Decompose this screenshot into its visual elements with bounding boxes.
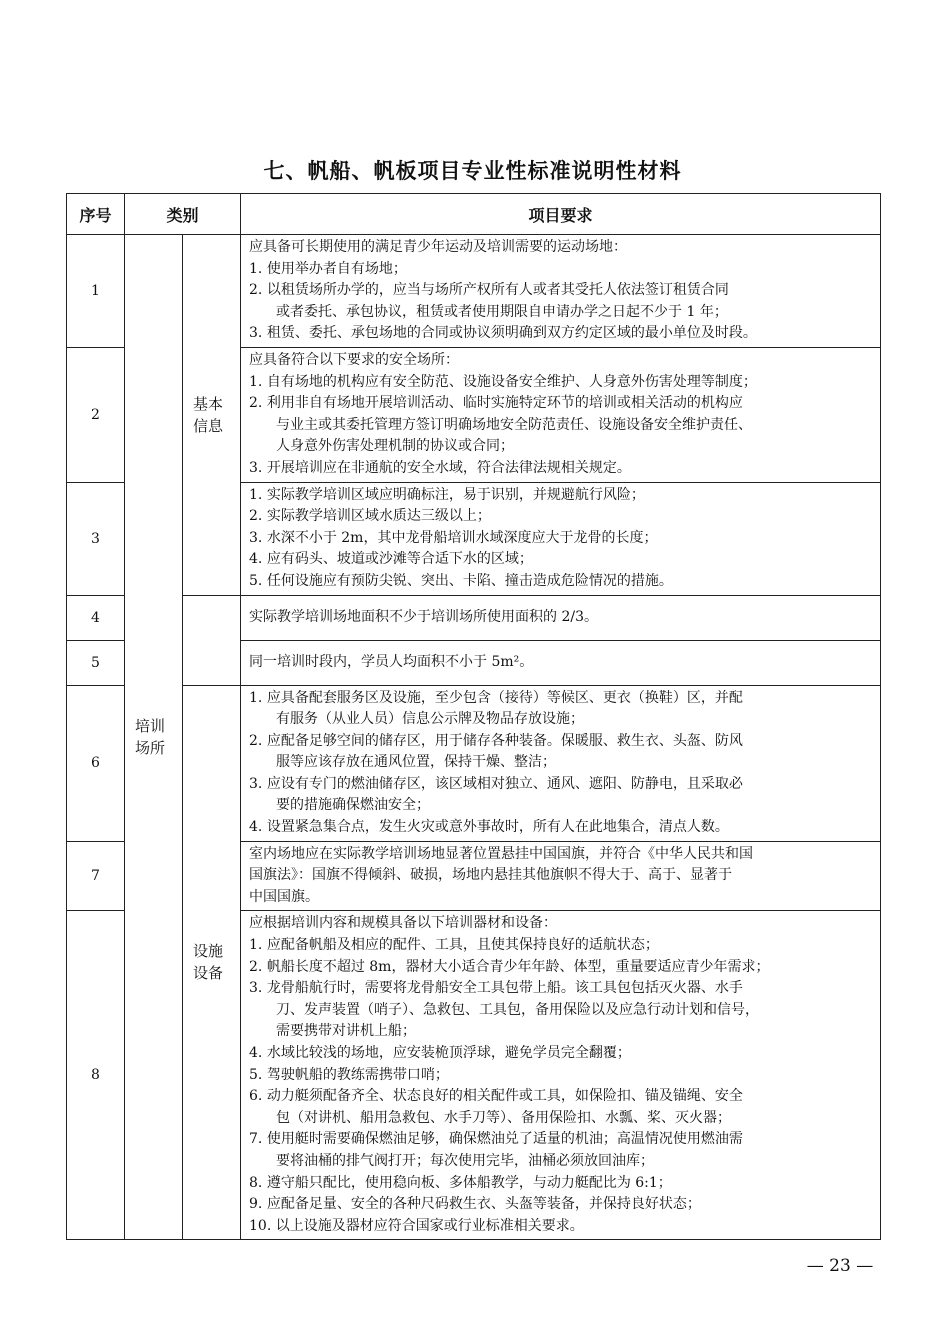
requirement-line: 5. 驾驶帆船的教练需携带口哨； <box>249 1066 449 1083</box>
requirement-line: 2. 实际教学培训区域水质达三级以上； <box>249 508 491 525</box>
table-header-row <box>67 194 881 235</box>
requirement-line: 应具备符合以下要求的安全场所： <box>249 351 460 368</box>
requirement-line: 9. 应配备足量、安全的各种尺码救生衣、头盔等装备，并保持良好状态； <box>249 1196 701 1213</box>
row-seq: 7 <box>67 841 125 911</box>
page-title: 七、帆船、帆板项目专业性标准说明性材料 <box>263 159 682 183</box>
requirement-line: 3. 开展培训应在非通航的安全水域，符合法律法规相关规定。 <box>249 459 631 476</box>
requirement-line: 人身意外伤害处理机制的协议或合同； <box>276 438 515 455</box>
requirement-line: 4. 应有码头、坡道或沙滩等合适下水的区域； <box>249 551 533 568</box>
category-site-line: 培训 <box>135 717 166 736</box>
requirement-line: 2. 利用非自有场地开展培训活动、临时实施特定环节的培训或相关活动的机构应 <box>249 395 743 412</box>
requirement-line: 2. 以租赁场所办学的，应当与场所产权所有人或者其受托人依法签订租赁合同 <box>249 282 729 299</box>
requirement-line: 包（对讲机、船用急救包、水手刀等）、备用保险扣、水瓢、桨、灭火器； <box>276 1109 732 1126</box>
table-row <box>67 235 881 348</box>
requirement-line: 2. 帆船长度不超过 8m，器材大小适合青少年年龄、体型，重量要适应青少年需求； <box>249 958 770 975</box>
requirement-line: 2. 应配备足够空间的储存区，用于储存各种装备。保暖服、救生衣、头盔、防风 <box>249 732 743 749</box>
row-seq: 8 <box>67 911 125 1240</box>
requirement-line: 要的措施确保燃油安全； <box>276 797 431 814</box>
category-site <box>125 235 183 1240</box>
row-seq: 3 <box>67 482 125 595</box>
requirement-line: 6. 动力艇须配备齐全、状态良好的相关配件或工具，如保险扣、锚及锚绳、安全 <box>249 1088 743 1105</box>
requirement-line: 3. 应设有专门的燃油储存区，该区域相对独立、通风、遮阳、防静电，且采取必 <box>249 775 743 792</box>
subcategory-basic <box>183 235 241 596</box>
requirement-line: 刀、发声装置（哨子）、急救包、工具包，备用保险以及应急行动计划和信号， <box>276 1001 760 1018</box>
requirement-line: 3. 龙骨船航行时，需要将龙骨船安全工具包带上船。该工具包包括灭火器、水手 <box>249 980 743 997</box>
requirement-line: 1. 应配备帆船及相应的配件、工具，且使其保持良好的适航状态； <box>249 937 659 954</box>
requirement-line: 7. 使用艇时需要确保燃油足够，确保燃油兑了适量的机油；高温情况使用燃油需 <box>249 1131 743 1148</box>
requirement-line: 1. 实际教学培训区域应明确标注，易于识别，并规避航行风险； <box>249 486 645 503</box>
subcategory-facility-line: 设施 <box>193 942 224 961</box>
row-seq: 4 <box>67 595 125 640</box>
requirement-line: 有服务（从业人员）信息公示牌及物品存放设施； <box>276 711 585 728</box>
header-seq: 序号 <box>67 194 125 235</box>
requirement-cell <box>241 235 881 348</box>
requirement-cell <box>241 841 881 911</box>
requirement-cell <box>241 640 881 685</box>
requirement-cell <box>241 482 881 595</box>
row-seq: 2 <box>67 347 125 482</box>
requirement-line: 应具备可长期使用的满足青少年运动及培训需要的运动场地： <box>249 239 628 255</box>
requirement-line: 3. 租赁、委托、承包场地的合同或协议须明确到双方约定区域的最小单位及时段。 <box>249 325 757 342</box>
header-requirement: 项目要求 <box>241 194 881 235</box>
requirement-line: 要将油桶的排气阀打开；每次使用完毕，油桶必须放回油库； <box>276 1152 655 1169</box>
requirement-line: 同一培训时段内，学员人均面积不小于 5m²。 <box>249 653 534 670</box>
requirement-line: 中国国旗。 <box>249 888 320 905</box>
requirement-cell <box>241 595 881 640</box>
requirement-line: 1. 应具备配套服务区及设施，至少包含（接待）等候区、更衣（换鞋）区，并配 <box>249 689 743 706</box>
subcategory-basic-line: 基本 <box>193 394 224 413</box>
requirement-line: 国旗法》：国旗不得倾斜、破损，场地内悬挂其他旗帜不得大于、高于、显著于 <box>249 867 733 884</box>
requirement-cell <box>241 911 881 1240</box>
requirement-line: 实际教学培训场地面积不少于培训场所使用面积的 2/3。 <box>249 608 598 625</box>
requirement-line: 服等应该存放在通风位置，保持干燥、整洁； <box>276 754 557 771</box>
requirement-line: 8. 遵守船只配比，使用稳向板、多体船教学，与动力艇配比为 6:1； <box>249 1174 672 1191</box>
requirement-line: 或者委托、承包协议，租赁或者使用期限自申请办学之日起不少于 1 年； <box>276 303 728 320</box>
requirement-line: 应根据培训内容和规模具备以下培训器材和设备： <box>249 915 558 932</box>
requirement-cell <box>241 347 881 482</box>
standards-table <box>66 193 881 1240</box>
page-number: — 23 — <box>806 1256 874 1276</box>
requirement-line: 5. 任何设施应有预防尖锐、突出、卡陷、撞击造成危险情况的措施。 <box>249 572 673 589</box>
subcategory-facility <box>183 685 241 1240</box>
subcategory-facility-line: 设备 <box>193 964 224 983</box>
requirement-line: 室内场地应在实际教学培训场地显著位置悬挂中国国旗，并符合《中华人民共和国 <box>249 845 754 862</box>
requirement-line: 4. 水域比较浅的场地，应安装桅顶浮球，避免学员完全翻覆； <box>249 1045 631 1061</box>
requirement-line: 3. 水深不小于 2m，其中龙骨船培训水域深度应大于龙骨的长度； <box>249 529 658 546</box>
requirement-line: 1. 使用举办者自有场地； <box>249 260 407 277</box>
row-seq: 5 <box>67 640 125 685</box>
category-site-line: 场所 <box>135 739 166 758</box>
subcategory-basic-line: 信息 <box>193 416 224 435</box>
subcategory-blank <box>183 595 241 685</box>
requirement-line: 需要携带对讲机上船； <box>276 1023 417 1040</box>
row-seq: 6 <box>67 685 125 841</box>
requirement-line: 10. 以上设施及器材应符合国家或行业标准相关要求。 <box>249 1217 584 1234</box>
table-row <box>67 595 881 640</box>
requirement-line: 与业主或其委托管理方签订明确场地安全防范责任、设施设备安全维护责任、 <box>276 416 753 433</box>
requirement-line: 1. 自有场地的机构应有安全防范、设施设备安全维护、人身意外伤害处理等制度； <box>249 373 757 390</box>
row-seq: 1 <box>67 235 125 348</box>
table-row <box>67 685 881 841</box>
requirement-cell <box>241 685 881 841</box>
requirement-line: 4. 设置紧急集合点，发生火灾或意外事故时，所有人在此地集合，清点人数。 <box>249 819 729 836</box>
header-category: 类别 <box>125 194 241 235</box>
